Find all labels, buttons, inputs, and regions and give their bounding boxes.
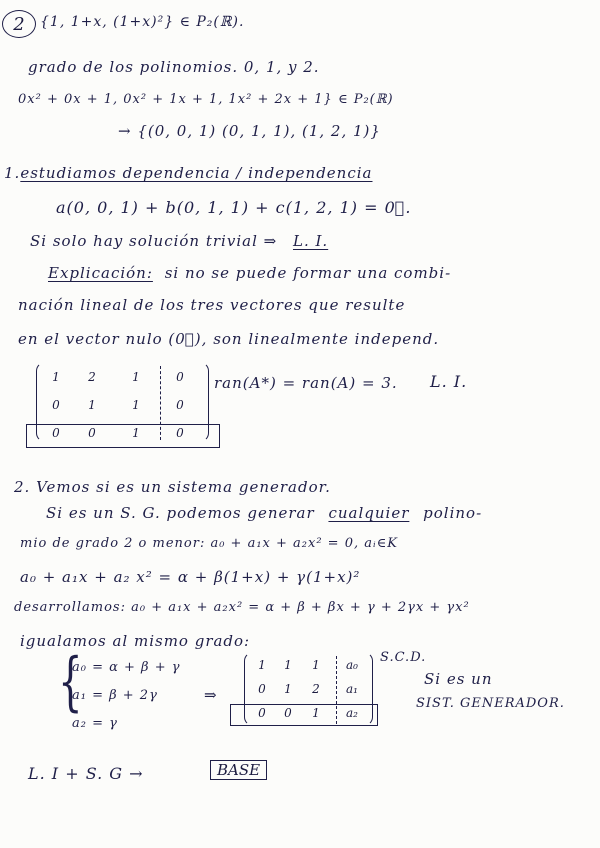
set-definition: {1, 1+x, (1+x)²} ∈ P₂(ℝ). [40,14,245,30]
rank-conclusion: L. I. [430,372,468,391]
generator-underlined: cualquier [328,504,410,522]
section-title: estudiamos dependencia / independencia [20,164,373,182]
generator-text-a: Si es un S. G. podemos generar [46,504,315,522]
matrix-2-cell: 1 [284,658,292,672]
expansion-line: desarrollamos: a₀ + a₁x + a₂x² = α + β + βx + γ + 2γx + γx² [14,600,470,615]
generator-conclusion-1: Si es un [424,670,493,688]
matrix-1-cell: 0 [176,398,184,412]
matrix-2-cell: 1 [312,658,320,672]
matrix-1-cell: 1 [132,398,140,412]
explanation-line-1 [48,264,451,282]
explanation-line-2: nación lineal de los tres vectores que resulte [18,296,406,314]
matrix-1-cell: 1 [132,370,140,384]
matrix-2-cell: 1 [284,682,292,696]
combination-equation: a₀ + a₁x + a₂ x² = α + β(1+x) + γ(1+x)² [20,568,361,586]
matrix-1-cell: 0 [52,426,60,440]
generator-line-2: mio de grado 2 o menor: a₀ + a₁x + a₂x² = 0, aᵢ∈K [20,536,398,551]
matrix-2-cell: 1 [312,706,320,720]
final-line [28,764,144,783]
coefficient-matrix-1 [36,362,216,452]
matrix-2-cell: a₀ [346,658,358,672]
explanation-text-1: si no se puede formar una combi- [164,264,452,282]
section-heading-2: 2. Vemos si es un sistema generador. [14,478,331,496]
matrix-2-cell: 2 [312,682,320,696]
vector-set: → {(0, 0, 1) (0, 1, 1), (1, 2, 1)} [118,122,381,140]
matrix-2-cell: a₁ [346,682,358,696]
implies-arrow: ⇒ [204,686,218,704]
matrix-2-cell: 0 [258,682,266,696]
scd-label: S.C.D. [380,650,427,665]
rank-equation: ran(A*) = ran(A) = 3. [214,374,398,392]
final-text: L. I + S. G → [28,764,144,783]
trivial-solution-text: Si solo hay solución trivial ⇒ [30,232,278,250]
matrix-1-cell: 2 [88,370,96,384]
section-number: 1. [4,164,21,182]
explanation-label: Explicación: [48,264,153,282]
polynomial-expansion: 0x² + 0x + 1, 0x² + 1x + 1, 1x² + 2x + 1} ∈ P₂(ℝ) [18,92,394,107]
matrix-2-cell: 1 [258,658,266,672]
matrix-2-cell: a₂ [346,706,358,720]
matrix-1-cell: 0 [176,426,184,440]
system-equation-3: a₂ = γ [72,716,118,731]
matrix-1-cell: 1 [52,370,60,384]
li-conclusion: L. I. [292,232,329,250]
equate-degree-line: igualamos al mismo grado: [20,632,251,650]
coefficient-matrix-2 [244,652,384,732]
problem-number: 2 [2,10,36,38]
section-heading-1 [4,164,373,182]
explanation-line-3: en el vector nulo (0⃗), son linealmente independ. [18,330,440,348]
system-equation-1: a₀ = α + β + γ [72,660,181,675]
matrix-2-cell: 0 [258,706,266,720]
system-brace: { [58,645,83,719]
matrix-1-cell: 0 [88,426,96,440]
generator-line-1 [46,504,482,522]
system-equation-2: a₁ = β + 2γ [72,688,158,703]
matrix-1-cell: 0 [176,370,184,384]
generator-conclusion-2: SIST. GENERADOR. [416,696,565,711]
generator-text-b: polino- [423,504,483,522]
trivial-solution-line [30,232,328,250]
matrix-2-cell: 0 [284,706,292,720]
degree-line: grado de los polinomios. 0, 1, y 2. [28,58,320,76]
base-conclusion-box: BASE [210,760,267,780]
matrix-1-cell: 1 [88,398,96,412]
linear-combination-equation: a(0, 0, 1) + b(0, 1, 1) + c(1, 2, 1) = 0⃗. [56,198,412,217]
matrix-1-cell: 0 [52,398,60,412]
matrix-1-cell: 1 [132,426,140,440]
